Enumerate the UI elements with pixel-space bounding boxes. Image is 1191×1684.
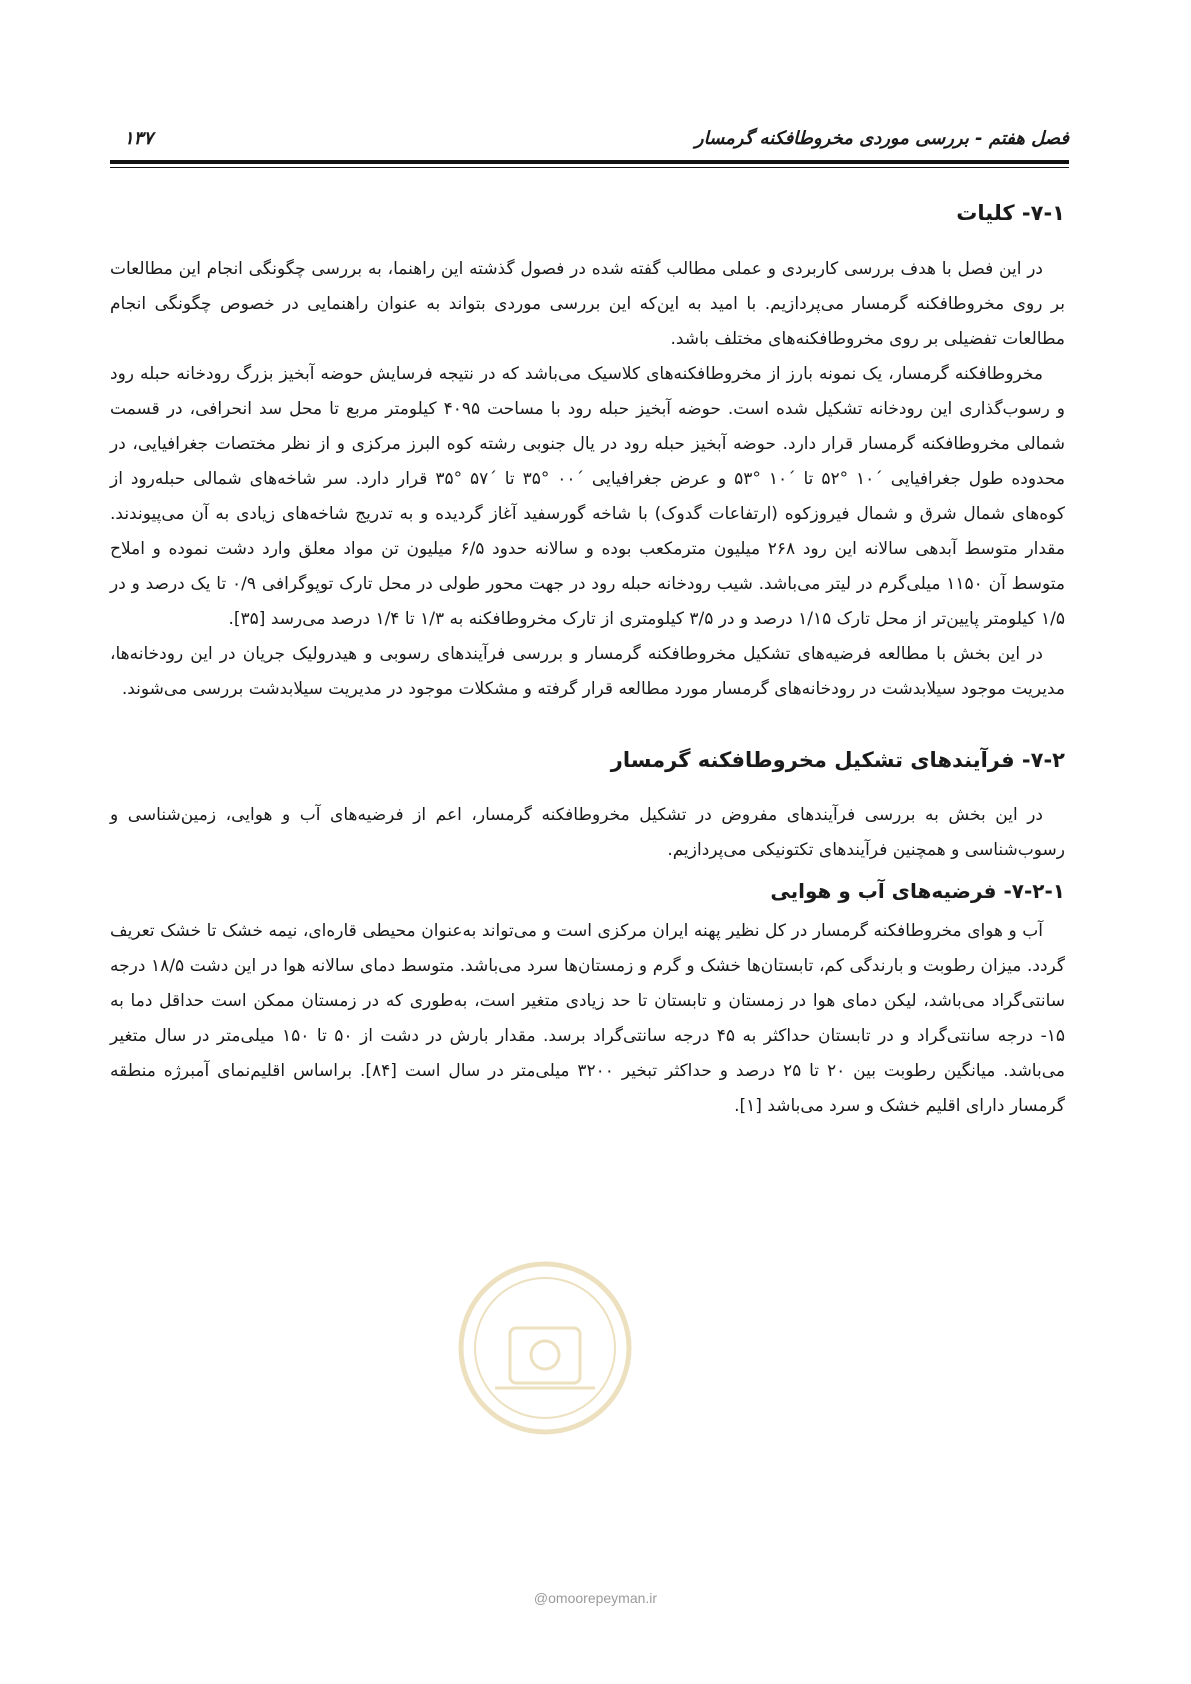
header-rule-thin [110,167,1069,168]
paragraph: در این بخش با مطالعه فرضیه‌های تشکیل مخروطافکنه گرمسار و بررسی فرآیندهای رسوبی و هیدرولیک جریان در این رودخانه‌ها، مدیریت موجود سیلابدشت در رودخانه‌های گرمسار مورد مطالعه قرار گرفته و مشکلات موجود در مدیریت سیلابدشت بررسی می‌شوند. [110,643,1065,699]
page-number: ۱۳۷ [124,128,154,149]
paragraph: آب و هوای مخروطافکنه گرمسار در کل نظیر پهنه ایران مرکزی است و می‌تواند به‌عنوان محیطی قاره‌ای، نیمه خشک تا خشک تعریف گردد. میزان رطوبت و بارندگی کم، تابستان‌ها خشک و گرم و زمستان‌ها سرد می‌باشد. متوسط دمای سالانه هوا در این دشت ۱۸/۵ درجه سانتی‌گراد می‌باشد، لیکن دمای هوا در زمستان و تابستان تا حد زیادی متغیر است، به‌طوری که در زمستان ممکن است حداقل دما به ۱۵- درجه سانتی‌گراد و در تابستان حداکثر به ۴۵ درجه سانتی‌گراد برسد. مقدار بارش در دشت از ۵۰ تا ۱۵۰ میلی‌متر در سال متغیر می‌باشد. میانگین رطوبت بین ۲۰ تا ۲۵ درصد و حداکثر تبخیر ۳۲۰۰ میلی‌متر در سال است [۸۴]. براساس اقلیم‌نمای آمبرژه منطقه گرمسار دارای اقلیم خشک و سرد می‌باشد [۱]. [110,921,1065,1116]
paragraph: در این فصل با هدف بررسی کاربردی و عملی مطالب گفته شده در فصول گذشته این راهنما، به بررسی چگونگی انجام این مطالعات بر روی مخروطافکنه گرمسار می‌پردازیم. با امید به این‌که این بررسی موردی بتواند به عنوان راهنمایی در خصوص چگونگی انجام مطالعات تفضیلی بر روی مخروطافکنه‌های مختلف باشد. [110,258,1065,349]
section-heading-formation: ۷-۲- فرآیندهای تشکیل مخروطافکنه گرمسار [610,747,1065,772]
paragraph: مخروطافکنه گرمسار، یک نمونه بارز از مخروطافکنه‌های کلاسیک می‌باشد که در نتیجه فرسایش حوضه آبخیز بزرگ رودخانه حبله رود و رسوب‌گذاری این رودخانه تشکیل شده است. حوضه آبخیز حبله رود با مساحت ۴۰۹۵ کیلومتر مربع تا محل سد انحرافی، در قسمت شمالی مخروطافکنه گرمسار قرار دارد. حوضه آبخیز حبله رود در یال جنوبی رشته کوه البرز مرکزی و از نظر مختصات جغرافیایی، در محدوده طول جغرافیایی ´۱۰ °۵۲ تا ´۱۰ °۵۳ و عرض جغرافیایی ´۰۰ °۳۵ تا ´۵۷ °۳۵ قرار دارد. سر شاخه‌های شمالی حبله‌رود از کوه‌های شمال شرق و شمال فیروزکوه (ارتفاعات گدوک) با شاخه گورسفید آغاز گردیده و به تدریج شاخه‌های زیادی به آن می‌پیوندند. مقدار متوسط آبدهی سالانه این رود ۲۶۸ میلیون مترمکعب بوده و سالانه حدود ۶/۵ میلیون تن مواد معلق وارد دشت نموده و املاح متوسط آن ۱۱۵۰ میلی‌گرم در لیتر می‌باشد. شیب رودخانه حبله رود در جهت محور طولی در محل تارک توپوگرافی ۰/۹ تا یک درصد و در ۱/۵ کیلومتر پایین‌تر از محل تارک ۱/۱۵ درصد و در ۳/۵ کیلومتری از تارک مخروطافکنه به ۱/۳ تا ۱/۴ درصد می‌رسد [۳۵]. [110,363,1066,629]
body-content [110,198,1065,1124]
watermark-seal [455,1258,635,1438]
watermark-url: @omoorepeyman.ir [533,1590,658,1606]
subsection-heading-climate: ۷-۲-۱- فرضیه‌های آب و هوایی [770,879,1065,903]
paragraph: در این بخش به بررسی فرآیندهای مفروض در تشکیل مخروطافکنه گرمسار، اعم از فرضیه‌های آب و هوایی، زمین‌شناسی و رسوب‌شناسی و همچنین فرآیندهای تکتونیکی می‌پردازیم. [110,805,1065,860]
section-heading-overview: ۷-۱- کلیات [956,201,1065,225]
running-header [110,122,1069,162]
chapter-title: فصل هفتم - بررسی موردی مخروطافکنه گرمسار [694,128,1069,149]
header-rule-thick [110,160,1069,164]
